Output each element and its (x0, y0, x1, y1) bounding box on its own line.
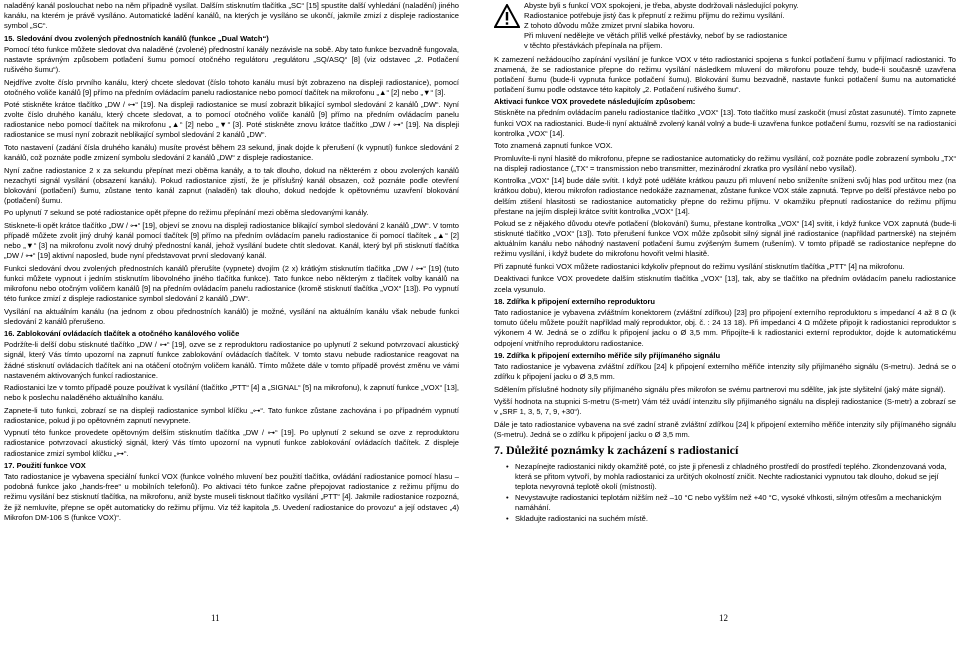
paragraph: Vypnutí této funkce provedete opětovným delším stisknutím tlačítka „DW / ⊶“ [19]. Po uplynutí 2 sekund se ozve z reproduktoru radiostanice potvrzovací akustický signál, který Vás tímto upozorní na vypnutí funkce zablokování ovládacích tlačítek. Z displeje radiostanice zmizí symbol klíčku „⊶“. (4, 428, 459, 458)
section-heading: 16. Zablokování ovládacích tlačítek a otočného kanálového voliče (4, 329, 240, 339)
paragraph: Dále je tato radiostanice vybavena na své zadní straně zvláštní zdířkou [24] k připojení externího měřiče intenzity síly přijímaného signálu (S-metru). Jedná se o zdířku k připojení jacku o Ø 3,5 mm. (494, 419, 956, 439)
section-heading: 15. Sledování dvou zvolených přednostních kanálů (funkce „Dual Watch“) (4, 33, 269, 43)
section-heading: 17. Použití funkce VOX (4, 461, 86, 471)
paragraph: Funkci sledování dvou zvolených přednostních kanálů přerušíte (vypnete) dvojím (2 x) krátkým stisknutím tlačítka „DW / ⊶“ [19] (tuto funkci můžete vypnout i jedním stisknutím libovolného jiného tlačítka funkce). Tato funkce nebo některým z tlačítek volby kanálů na mikrofonu nebo otočným voličem kanálů [9] na předním ovládacím panelu radiostanice (kromě stisknutí tlačítka „VOX“ [13]). Po vypnutí této funkce zmizí z displeje radiostanice symbol sledování 2 kanálů „DW“. (4, 263, 459, 304)
warning-line: Radiostanice potřebuje jistý čas k přepnutí z režimu příjmu do režimu vysílání. (524, 11, 785, 21)
paragraph: Po uplynutí 7 sekund se poté radiostanice opět přepne do režimu přepínání mezi oběma sledovanými kanály. (4, 208, 369, 218)
paragraph: Promluvíte-li nyní hlasitě do mikrofonu, přepne se radiostanice automaticky do režimu vysílání, což poznáte podle zobrazení symbolu „TX“ na displeji radiostance („TX“ = transmission nebo transmitter, mezinárodní zkratka pro vysílání nebo vysílač). (494, 153, 956, 173)
note-item: • Nevystavujte radiostanici teplotám nižším než –10 °C nebo vyšším než +40 °C, vysoké vlhkosti, silným otřesům a mechanickým namáhání. (506, 493, 956, 513)
paragraph: Vysílání na aktuálním kanálu (na jednom z obou přednostních kanálů) je možné, vysílání na aktuálním kanálu však nebude funkci sledování 2 kanálů přerušeno. (4, 306, 459, 326)
paragraph: Tato radiostanice je vybavena zvláštním konektorem (zvláštní zdířkou) [23] pro připojení externího reproduktoru s impedancí 4 až 8 Ω (k tomuto účelu můžete použít například malý reproduktor, obj. č. : 24 13 18). Při impedanci 4 Ω můžete připojit k radiostanici reproduktor s výkonem 4 W. Jedná se o zdířku k připojení jacku o Ø 3,5 mm. Připojíte-li k radiostanici externí reproduktor, dojde k automatickému odpojení vnitřního reproduktoru radiostanice. (494, 308, 956, 348)
paragraph: Toto znamená zapnutí funkce VOX. (494, 141, 613, 151)
note-item: • Skladujte radiostanici na suchém místě. (506, 514, 956, 524)
warning-line: Z tohoto důvodu může zmizet první slabika hovoru. (524, 21, 695, 31)
paragraph: Toto nastavení (zadání čísla druhého kanálu) musíte provést během 23 sekund, jinak dojde k přerušení (k vypnutí) funkce sledování 2 kanálů, což poznáte podle zmizení symbolu sledování 2 kanálů „DW“ z displeje radiostanice. (4, 142, 459, 163)
paragraph: Vyšší hodnota na stupnici S-metru (S-metr) Vám též uvádí intenzitu síly přijímaného signálu na displeji radiostanice (S-metr) a zobrazí se v „SRF 1, 3, 5, 7, 9, +30“). (494, 397, 956, 417)
warning-triangle-icon (494, 4, 520, 28)
page-number-right: 12 (719, 613, 728, 623)
paragraph: naladěný kanál poslouchat nebo na něm případně vysílat. Dalším stisknutím tlačítka „SC“ [15] spustíte další vyhledání (naladění) jiného kanálu, na kterém je právě vysíláno. Automatické ladění kanálů, na kterých je vysíláno se ukončí, jakmile zmizí z displeje radiostanice symbol „SC“. (4, 1, 459, 31)
paragraph: Kontrolka „VOX“ [14] bude dále svítit. I když poté uděláte krátkou pauzu při mluvení nebo sníženíte sníženi svůj hlas pod určitou mez (na krátkou dobu), kterou mikrofon radiostance nedokáže zaznamenat, zůstane funkce VOX stále zapnutá. Teprve po delší přestávce nebo po delším ztišení hlasitosti se radiostanice automaticky přepne do režimu příjmu. V okamžiku přepnutí radiostanice do režimu příjmu přestane na jejím displeji krátce svítit kontrolka „VOX“ [14]. (494, 176, 956, 216)
paragraph: Deaktivaci funkce VOX provedete dalším stisknutím tlačítka „VOX“ [13], tak, aby se tlačítko na předním ovládacím panelu radiostanice zcela vysunulo. (494, 274, 956, 294)
warning-line: Abyste byli s funkcí VOX spokojeni, je třeba, abyste dodržovali následující pokyny. (524, 1, 799, 10)
warning-line: Při mluvení nedělejte ve větách příliš velké přestávky, neboť by se radiostanice (524, 31, 788, 41)
paragraph: Radiostanici lze v tomto případě pouze používat k vysílání (tlačítko „PTT“ [4] a „SIGNAL“ [5] na mikrofonu), k zapnutí funkce „VOX“ [13], nebo k poslechu naladěného aktuálního kanálu. (4, 383, 459, 403)
section-heading: 19. Zdířka k připojení externího měřiče síly přijímaného signálu (494, 351, 721, 361)
paragraph: Stiskněte na předním ovládacím panelu radiostanice tlačítko „VOX“ [13]. Toto tlačítko musí zaskočit (musí zůstat zasunuté). Tímto zapnete funkci VOX na radiostanici. Bude-li nyní aktuálně zvolený kanál volný a bude-li uzavřena funkce potlačení šumu, rozsvítí se na radiostanici kontrolka „VOX“ [14]. (494, 108, 956, 138)
page-number-left: 11 (211, 613, 220, 623)
right-column (494, 1, 956, 525)
notes-list (506, 462, 956, 525)
section-heading: 18. Zdířka k připojení externího reproduktoru (494, 297, 656, 307)
left-column (4, 1, 459, 525)
warning-line: v těchto přestávkách přepínala na příjem. (524, 41, 663, 51)
chapter-title: 7. Důležité poznámky k zacházení s radiostanicí (494, 443, 739, 458)
paragraph: Podržíte-li delší dobu stisknuté tlačítko „DW / ⊶“ [19], ozve se z reproduktoru radiostanice po uplynutí 2 sekund potvrzovací akustický signál, který Vás tímto upozorní na zapnutí funkce zablokování ovládacích tlačítek. V tomto stavu nebude radiostanice reagovat na žádné stisknutí ovládacích tlačítek ani na otáčení otočným voličem kanálů. Tímto můžete dále v tomto případě provést změnu ve vámi nastaveném aktivovaných funkcí radiostanice. (4, 340, 459, 380)
section-heading: Aktivaci funkce VOX provedete následujícím způsobem: (494, 97, 696, 107)
paragraph: Nyní začne radiostanice 2 x za sekundu přepínat mezi oběma kanály, a to tak dlouho, dokud na některém z obou zvolených kanálů nezachytí signál vysílání (obsazení kanálu). Pokud radiostanice zjistí, že je příslušný kanál obsazen, což poznáte podle otevření blokování (potlačení) šumu, zůstane tento kanál zapnut (naladěn) tak dlouho, dokud nedojde k opětovnému uzavření blokování (potlačení) šumu. (4, 165, 459, 205)
paragraph: Tato radiostanice je vybavena zvláštní zdířkou [24] k připojení externího měřiče intenzity síly přijímaného signálu (S-metru). Jedná se o zdířku k připojení jacku o Ø 3,5 mm. (494, 362, 956, 382)
paragraph: Pokud se z nějakého důvodu otevře potlačení (blokování) šumu, přestane kontrolka „VOX“ [14] svítit, i když funkce VOX zapnutá (bude-li stisknuté tlačítko „VOX“ [13]). Toto přerušení funkce VOX může způsobit silný signál jiné radiostanice (například partnerské) na stejném aktuálním kanálu nebo náhodný nastavení potlačení šumu zvýšeným šumem (rušením). V tomto případě se radiostanice nepřepne do režimu vysílání, i když budete do mikrofonu hovořit velmi hlasitě. (494, 219, 956, 259)
vox-warning-box (494, 1, 956, 52)
right-blocks (494, 55, 956, 441)
paragraph: K zamezení nežádoucího zapínání vysílání je funkce VOX v této radiostanici spojena s funkcí potlačení šumu v přijímací radiostanici. To znamená, že se radiostanice přepne do režimu vysílání následkem mluvení do mikrofonu pouze tehdy, bude-li současně uzavřena potlačení šumu (bude-li vypnuta funkce potlačení šumu). Blokování šumu bezvadně, nastavte funkci potlačení šumu na automatické potlačení šumu podle odstavce této kapitoly „2. Potlačení rušivého šumu“. (494, 54, 956, 94)
note-item: • Nezapínejte radiostanici nikdy okamžitě poté, co jste ji přenesli z chladného prostředí do prostředí teplého. Zkondenzovaná voda, která se přitom vytvoří, by mohla radiostanici za určitých okolností zničit. Nechte radiostanici vypnutou tak dlouho, dokud se její teplota nevyrovná teplotě okolí (místnosti). (506, 462, 956, 492)
paragraph: Při zapnuté funkci VOX můžete radiostanici kdykoliv přepnout do režimu vysílání stisknutím tlačítka „PTT“ [4] na mikrofonu. (494, 261, 905, 271)
paragraph: Zapnete-li tuto funkci, zobrazí se na displeji radiostanice symbol klíčku „⊶“. Tato funkce zůstane zachována i po případném vypnutí radiostanice, pokud ji po opětovném zapnutí nevypnete. (4, 405, 459, 425)
paragraph: Stisknete-li opět krátce tlačítko „DW / ⊶“ [19], objeví se znovu na displeji radiostanice blikající symbol sledování 2 kanálů „DW“. V tomto případě můžete zvolit jiný druhý kanál pomocí tlačítek [9] přímo na předním ovládacím panelu radiostanice či pomocí tlačítek „▲“ [2] nebo „▼“ [3] na mikrofonu zvolit nový druhý přednostní kanál, jehož vysílání budete chtít sledovat. Kanál, který byl při stisknutí tlačítka „DW / ⊶“ [19] aktivní naposled, bude nyní představovat první sledovaný kanál. (4, 220, 459, 261)
paragraph: Pomocí této funkce můžete sledovat dva naladěné (zvolené) přednostní kanály nezávisle na sobě. Aby tato funkce bezvadně fungovala, nastavte správným způsobem potlačení šumu pomocí otočného regulátoru „regulátoru „SQ/ASQ“ [8] (viz odstavec „2. Potlačení rušivého šumu“). (4, 44, 459, 75)
paragraph: Poté stiskněte krátce tlačítko „DW / ⊶“ [19]. Na displeji radiostanice se musí zobrazit blikající symbol sledování 2 kanálů „DW“. Nyní zvolte číslo druhého kanálu, který chcete sledovat, a to pomocí otočného voliče kanálů [9] přímo na předním ovládacím panelu radiostanice nebo pomocí tlačítek na mikrofonu „▲“ [2] nebo „▼“ [3]. Poté stiskněte znovu krátce tlačítko „DW / ⊶“ [19]. Na displeji radiostanice se musí nyní zobrazit neblikající symbol sledování 2 kanálů „DW“. (4, 100, 459, 140)
paragraph: Tato radiostanice je vybavena speciální funkcí VOX (funkce volného mluvení bez použití tlačítka, ovládání radiostanice pomocí hlasu – podobná funkce jako „hands-free“ u mobilních telefonů). Po aktivaci této funkce začne přepojovat radiostanice z režimu příjmu do režimu vysílání bez stisknutí tlačítka, na mikrofonu, aniž byste museli tisknout tlačítko vysílání „PTT“ [4]. Jakmile radiostanice rozpozná, že již nemluvíte, přepne se opět automaticky do režimu příjmu. Viz též kapitola „5. Uvedení radiostanice do provozu“ a její odstavec „4) Mikrofon DM-106 S (funkce VOX)“. (4, 472, 459, 522)
paragraph: Nejdříve zvolte číslo prvního kanálu, který chcete sledovat (číslo tohoto kanálu musí být zobrazeno na displeji radiostanice), pomocí otočného voliče kanálů [9] přímo na předním ovládacím panelu radiostanice nebo pomocí tlačítek na mikrofonu „▲“ [2] nebo „▼“ [3]. (4, 77, 459, 97)
warning-lines (524, 1, 956, 52)
paragraph: Sdělením příslušné hodnoty síly přijímaného signálu přes mikrofon se svému partnerovi mu sdělíte, jak jste slyšitelní (jaký máte signál). (494, 384, 946, 394)
